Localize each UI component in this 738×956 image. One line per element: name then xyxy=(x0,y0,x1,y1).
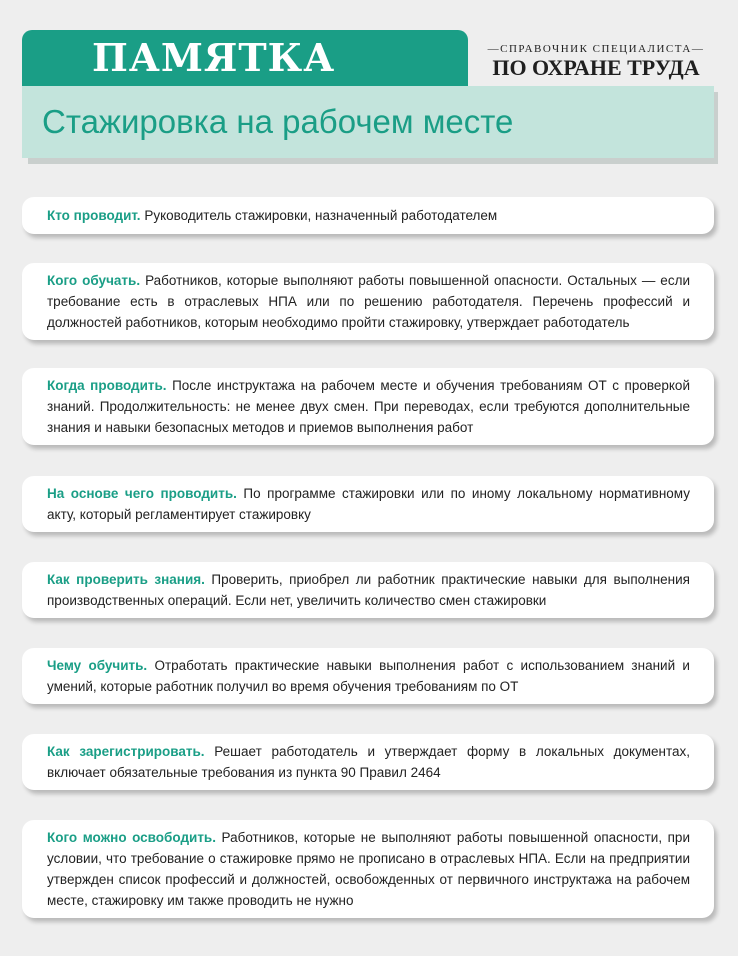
info-card-basis xyxy=(22,476,714,532)
card-text: По программе стажировки или по иному локальному нормативному акту, который регламентирует стажировку xyxy=(47,486,690,522)
page-subtitle: Стажировка на рабочем месте xyxy=(42,103,514,140)
card-text: Решает работодатель и утверждает форму в локальных документах, включает обязательные требования из пункта 90 Правил 2464 xyxy=(47,744,690,780)
info-card-when-to-conduct xyxy=(22,368,714,445)
card-text: Работников, которые выполняют работы повышенной опасности. Остальных — если требование есть в отраслевых НПА или по решению работодателя. Перечень профессий и должностей работников, которым необходимо пройти стажировку, утверждает работодатель xyxy=(47,273,690,330)
info-card-who-conducts xyxy=(22,197,714,234)
page-title: ПАМЯТКА xyxy=(92,35,336,80)
info-card-who-exempt xyxy=(22,820,714,918)
publication-tagline: —СПРАВОЧНИК СПЕЦИАЛИСТА— xyxy=(487,43,705,55)
card-lead: На основе чего проводить. xyxy=(47,486,237,501)
subtitle-banner xyxy=(22,86,714,158)
card-lead: Когда проводить. xyxy=(47,378,167,393)
info-card-whom-to-train xyxy=(22,263,714,340)
card-text: Отработать практические навыки выполнения работ с использованием знаний и умений, которые работник получил во время обучения требованиям по ОТ xyxy=(47,658,690,694)
title-banner xyxy=(22,30,468,86)
card-text: Проверить, приобрел ли работник практические навыки для выполнения производственных операций. Если нет, увеличить количество смен стажировки xyxy=(47,572,690,608)
info-card-what-to-teach xyxy=(22,648,714,704)
card-lead: Кого обучать. xyxy=(47,273,141,288)
info-card-check-knowledge xyxy=(22,562,714,618)
publication-logo xyxy=(478,42,714,80)
card-lead: Кого можно освободить. xyxy=(47,830,216,845)
publication-name: ПО ОХРАНЕ ТРУДА xyxy=(492,55,700,80)
card-lead: Кто проводит. xyxy=(47,208,141,223)
card-text: Руководитель стажировки, назначенный работодателем xyxy=(144,208,498,223)
card-text: Работников, которые не выполняют работы повышенной опасности, при условии, что требование о стажировке прямо не прописано в отраслевых НПА. Если на предприятии утвержден список профессий и должностей, освобожденных от первичного инструктажа на рабочем месте, стажировку им также проводить не нужно xyxy=(47,830,690,908)
card-text: После инструктажа на рабочем месте и обучения требованиям ОТ с проверкой знаний. Продолжительность: не менее двух смен. При переводах, если требуются дополнительные знания и навыки безопасных методов и приемов выполнения работ xyxy=(47,378,690,435)
card-lead: Как зарегистрировать. xyxy=(47,744,205,759)
card-lead: Чему обучить. xyxy=(47,658,148,673)
info-card-how-to-register xyxy=(22,734,714,790)
card-lead: Как проверить знания. xyxy=(47,572,205,587)
